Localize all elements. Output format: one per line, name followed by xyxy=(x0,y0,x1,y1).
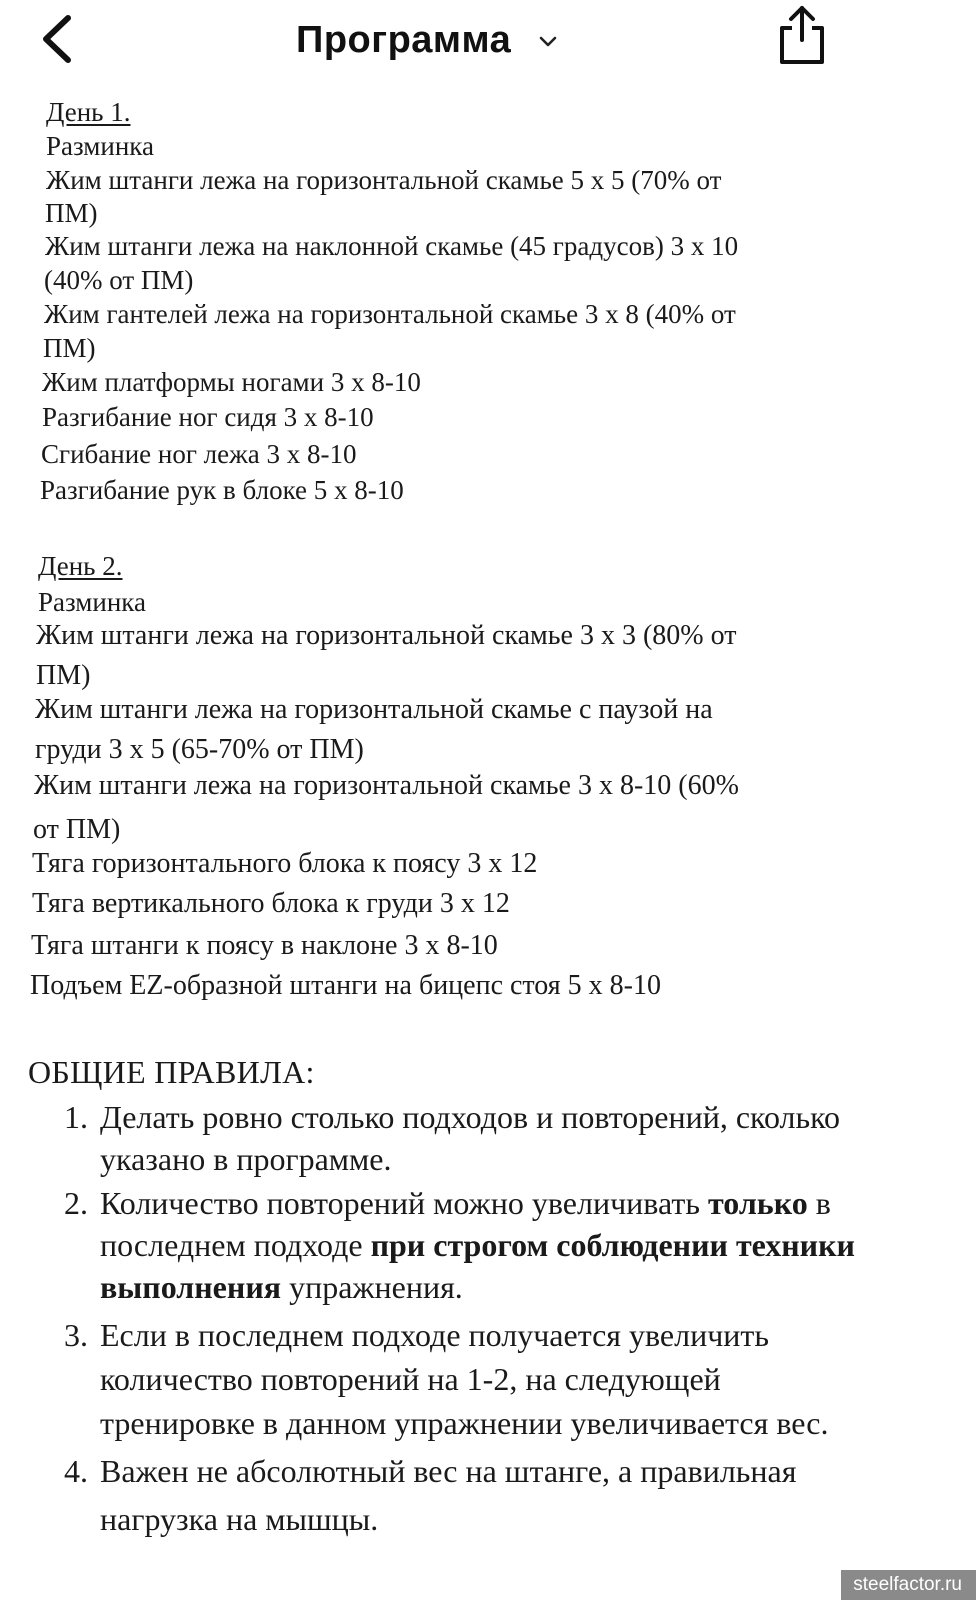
rule-3-line xyxy=(64,1316,769,1354)
day1-line: Разгибание ног сидя 3 х 8-10 xyxy=(42,402,374,432)
rule-text-bold: при строгом соблюдении техники xyxy=(370,1227,855,1263)
rule-3-line: количество повторений на 1-2, на следующей xyxy=(100,1361,721,1397)
rule-1-line xyxy=(64,1098,840,1136)
rule-text: Количество повторений можно увеличивать xyxy=(100,1185,708,1221)
day1-line: Разгибание рук в блоке 5 х 8-10 xyxy=(40,475,404,505)
day2-line: ПМ) xyxy=(36,660,91,691)
rule-text: Делать ровно столько подходов и повторений, сколько xyxy=(100,1099,841,1135)
rule-text: Если в последнем подходе получается увеличить xyxy=(100,1317,769,1353)
rule-number: 4. xyxy=(64,1453,88,1489)
day2-line: Тяга вертикального блока к груди 3 х 12 xyxy=(32,888,510,919)
day1-line: (40% от ПМ) xyxy=(44,265,194,295)
rule-2-line xyxy=(100,1226,855,1264)
rule-number: 1. xyxy=(64,1099,88,1135)
day2-line: Жим штанги лежа на горизонтальной скамье 3 х 8-10 (60% xyxy=(34,770,739,801)
day1-line: Жим гантелей лежа на горизонтальной скамье 3 х 8 (40% от xyxy=(44,299,736,329)
day2-line: от ПМ) xyxy=(33,814,121,845)
day1-line: ПМ) xyxy=(45,198,98,228)
day2-line: Подъем EZ-образной штанги на бицепс стоя 5 х 8-10 xyxy=(30,970,661,1001)
day2-line: Жим штанги лежа на горизонтальной скамье 3 х 3 (80% от xyxy=(36,620,737,651)
rule-number: 3. xyxy=(64,1317,88,1353)
day1-line: Жим штанги лежа на наклонной скамье (45 градусов) 3 х 10 xyxy=(45,231,739,261)
rule-number: 2. xyxy=(64,1185,88,1221)
rule-text: в xyxy=(807,1185,831,1221)
rule-4-line: нагрузка на мышцы. xyxy=(100,1501,379,1537)
day1-line: Жим штанги лежа на горизонтальной скамье 5 х 5 (70% от xyxy=(46,165,722,195)
rule-text: упражнения. xyxy=(281,1269,463,1305)
day2-line: Тяга горизонтального блока к поясу 3 х 12 xyxy=(32,848,538,879)
rule-3-line: тренировке в данном упражнении увеличивается вес. xyxy=(100,1405,829,1441)
day2-line: Разминка xyxy=(38,587,146,617)
day1-heading: День 1. xyxy=(46,97,131,127)
rule-text: последнем подходе xyxy=(100,1227,371,1263)
page-title: Программа xyxy=(296,18,512,61)
rule-text: Важен не абсолютный вес на штанге, а правильная xyxy=(100,1453,797,1489)
day1-line: ПМ) xyxy=(43,333,96,363)
rule-2-line xyxy=(64,1184,831,1222)
day2-line: Жим штанги лежа на горизонтальной скамье с паузой на xyxy=(35,694,713,725)
rule-4-line xyxy=(64,1452,796,1490)
day1-line: Разминка xyxy=(46,131,154,161)
watermark: steelfactor.ru xyxy=(841,1570,976,1600)
rule-1-line: указано в программе. xyxy=(100,1141,392,1177)
day2-line: Тяга штанги к поясу в наклоне 3 х 8-10 xyxy=(31,930,498,961)
day2-heading: День 2. xyxy=(38,551,123,581)
day1-line: Жим платформы ногами 3 х 8-10 xyxy=(42,367,421,397)
rules-title: ОБЩИЕ ПРАВИЛА: xyxy=(28,1054,315,1090)
day2-line: груди 3 х 5 (65-70% от ПМ) xyxy=(35,734,364,765)
rule-text-bold: выполнения xyxy=(100,1269,282,1305)
day1-line: Сгибание ног лежа 3 х 8-10 xyxy=(41,439,357,469)
rule-text-bold: только xyxy=(707,1185,808,1221)
rule-2-line xyxy=(100,1268,463,1306)
